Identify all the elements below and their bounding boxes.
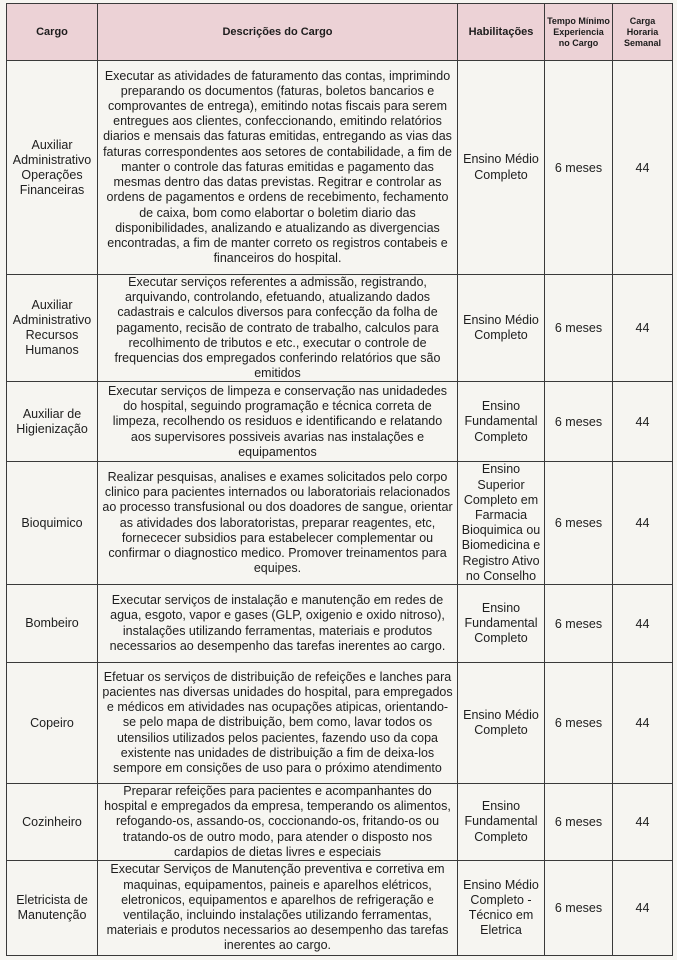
cell-tempo: 6 meses: [545, 585, 613, 663]
cell-tempo: 6 meses: [545, 784, 613, 861]
table-row: [7, 663, 673, 784]
header-row: [7, 4, 673, 61]
table-row: [7, 61, 673, 275]
cell-carga: 44: [613, 585, 673, 663]
cell-habilitacoes: Ensino Fundamental Completo: [458, 585, 545, 663]
table-row: [7, 784, 673, 861]
cell-cargo: Bombeiro: [7, 585, 98, 663]
cell-habilitacoes: Ensino Fundamental Completo: [458, 382, 545, 462]
header-habilitacoes: Habilitações: [458, 4, 545, 61]
table-row: [7, 462, 673, 585]
cell-carga: 44: [613, 382, 673, 462]
header-tempo: Tempo Mínimo Experiencia no Cargo: [545, 4, 613, 61]
cell-descricao: Realizar pesquisas, analises e exames solicitados pelo corpo clinico para pacientes internados ou laboratoriais relacionados ao processo transfusional ou dos doadores de sangue, orientar as atividades dos laboratoristas, preparar reagentes, etc, fornececer subsidios para estabelecer complementar ou confirmar o diagnostico medico. Promover treinamentos para equipes.: [98, 462, 458, 585]
table-row: [7, 585, 673, 663]
header-carga: Carga Horaria Semanal: [613, 4, 673, 61]
cell-cargo: Copeiro: [7, 663, 98, 784]
cell-habilitacoes: Ensino Médio Completo: [458, 275, 545, 382]
cell-carga: 44: [613, 61, 673, 275]
cell-descricao: Executar as atividades de faturamento das contas, imprimindo preparando os documentos (faturas, boletos bancarios e comprovantes de entrega), emitindo notas fiscais para serem entregues aos clientes, confeccionando, emitindo relatórios diarios e mensais das faturas emitidas, entregando as vias das faturas correspondentes aos setores de contabilidade, a fim de manter o controle das faturas emitidas e pagamento das mesmas dentro das datas previstas. Regitrar e controlar as ordens de pagamentos e ordens de recebimento, fechamento de caixa, bom como elabortar o boletim diario das disponibilidades, analizando e atualizando as divergencias encontradas, a fim de manter correto os registros contabeis e financeiros do hospital.: [98, 61, 458, 275]
cell-habilitacoes: Ensino Médio Completo: [458, 663, 545, 784]
cell-descricao: Preparar refeições para pacientes e acompanhantes do hospital e empregados da empresa, temperando os alimentos, refogando-os, assando-os, coccionando-os, fritando-os ou tratando-os de outro modo, para atender o disposto nos cardapios de dietas livres e especiais: [98, 784, 458, 861]
cell-descricao: Executar serviços de limpeza e conservação nas unidadedes do hospital, seguindo programação e técnica correta de limpeza, recolhendo os residuos e identificando e relatando aos supervisores possiveis avarias nas instalações e equipamentos: [98, 382, 458, 462]
cell-habilitacoes: Ensino Médio Completo: [458, 61, 545, 275]
cell-tempo: 6 meses: [545, 462, 613, 585]
header-descricao: Descrições do Cargo: [98, 4, 458, 61]
cell-carga: 44: [613, 861, 673, 956]
cell-cargo: Auxiliar Administrativo Operações Financeiras: [7, 61, 98, 275]
cell-carga: 44: [613, 784, 673, 861]
header-cargo: Cargo: [7, 4, 98, 61]
cell-carga: 44: [613, 275, 673, 382]
cell-cargo: Bioquimico: [7, 462, 98, 585]
cell-carga: 44: [613, 663, 673, 784]
cell-tempo: 6 meses: [545, 382, 613, 462]
cell-tempo: 6 meses: [545, 61, 613, 275]
cell-tempo: 6 meses: [545, 275, 613, 382]
cell-descricao: Efetuar os serviços de distribuição de refeições e lanches para pacientes nas diversas unidades do hospital, para empregados e médicos em atividades nas ocupações atipicas, orientando-se pelo mapa de distribuição, bem como, lavar todos os utensilios utilizados pelos pacientes, fazendo uso da copa existente nas unidades de distribuição a fim de deixa-los sempore em consições de uso para o próximo atendimento: [98, 663, 458, 784]
cell-tempo: 6 meses: [545, 663, 613, 784]
table-row: [7, 382, 673, 462]
cell-cargo: Eletricista de Manutenção: [7, 861, 98, 956]
cell-tempo: 6 meses: [545, 861, 613, 956]
cell-cargo: Auxiliar de Higienização: [7, 382, 98, 462]
cell-cargo: Auxiliar Administrativo Recursos Humanos: [7, 275, 98, 382]
cell-descricao: Executar serviços de instalação e manutenção em redes de agua, esgoto, vapor e gases (GLP, oxigenio e oxido nitroso), instalações utilizando ferramentas, materiais e produtos necessarios ao desempenho das tarefas inerentes ao cargo.: [98, 585, 458, 663]
table-row: [7, 861, 673, 956]
cell-descricao: Executar Serviços de Manutenção preventiva e corretiva em maquinas, equipamentos, paineis e aparelhos elétricos, eletronicos, equipamentos e aparelhos de refrigeração e ventilação, incluindo instalações utilizando ferramentas, materiais e produtos necessarios ao desempenho das tarefas inerentes ao cargo.: [98, 861, 458, 956]
job-roles-table: [6, 3, 673, 956]
cell-habilitacoes: Ensino Superior Completo em Farmacia Bioquimica ou Biomedicina e Registro Ativo no Conselho: [458, 462, 545, 585]
cell-cargo: Cozinheiro: [7, 784, 98, 861]
cell-habilitacoes: Ensino Fundamental Completo: [458, 784, 545, 861]
cell-habilitacoes: Ensino Médio Completo - Técnico em Eletrica: [458, 861, 545, 956]
table-row: [7, 275, 673, 382]
cell-descricao: Executar serviços referentes a admissão, registrando, arquivando, controlando, efetuando, atualizando dados cadastrais e calculos diversos para confecção da folha de pagamento, recisão de contrato de trabalho, calculos para recolhimento de tributos e etc., executar o controle de frequencias dos empregados conferindo relatórios que são emitidos: [98, 275, 458, 382]
cell-carga: 44: [613, 462, 673, 585]
